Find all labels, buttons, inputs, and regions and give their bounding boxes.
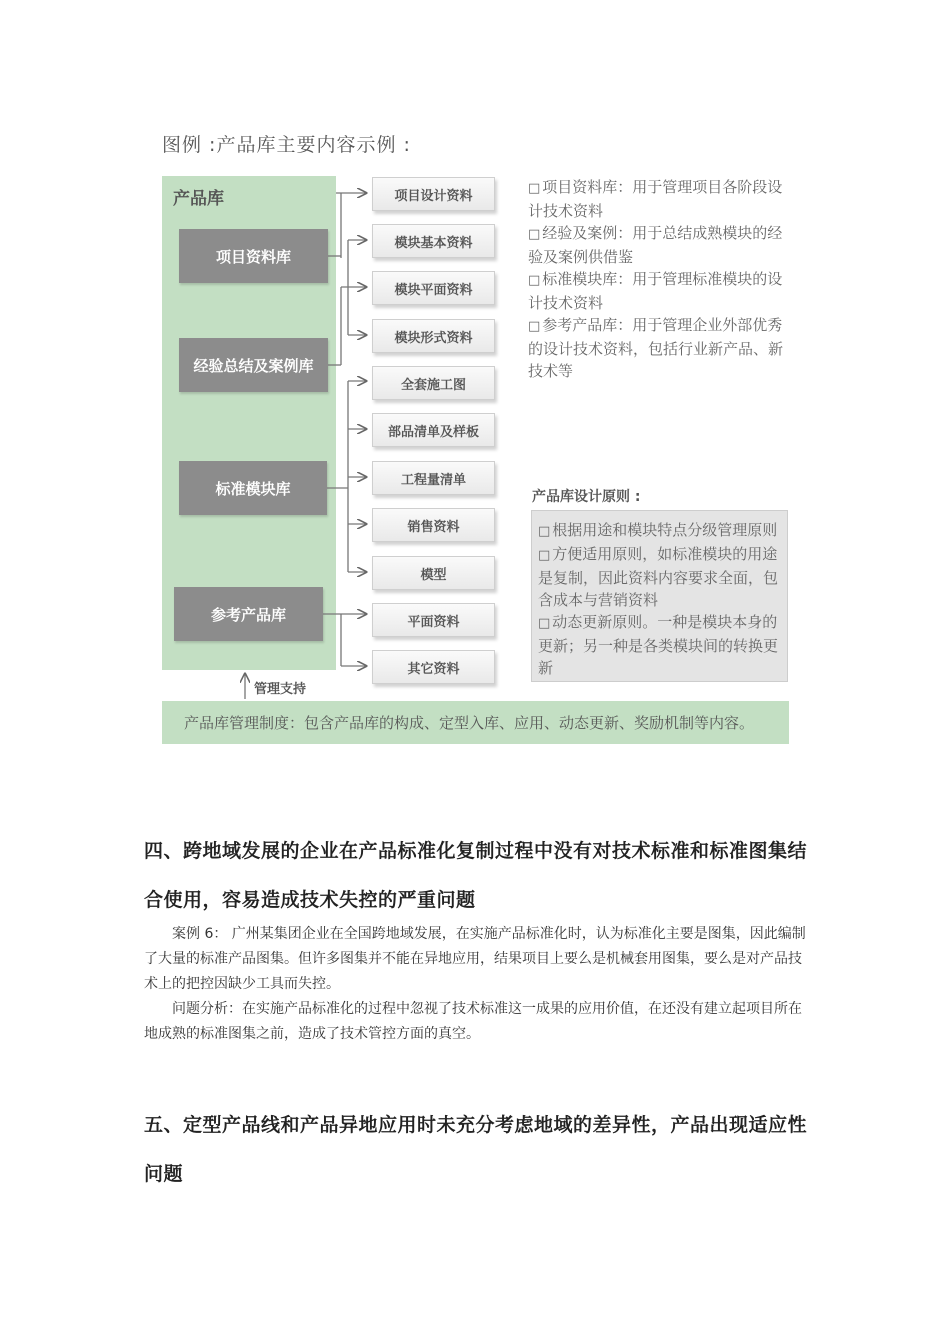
item-box: 其它资料 <box>372 650 495 684</box>
category-project-library: 项目资料库 <box>179 229 328 283</box>
item-box: 平面资料 <box>372 603 495 637</box>
case-paragraph: 案例 6： 广州某集团企业在全国跨地域发展，在实施产品标准化时，认为标准化主要是图集，因此编制了大量的标准产品图集。但许多图集并不能在异地应用，结果项目上要么是机械套用图集，要么是对产品技术上的把控因缺少工具而失控。 <box>144 926 806 992</box>
note-item: □ 标准模块库：用于管理标准模块的设计技术资料 <box>528 270 783 312</box>
section5-heading-line2: 问题 <box>144 1163 184 1185</box>
section5-heading-line1: 五、定型产品线和产品异地应用时未充分考虑地域的差异性，产品出现适应性 <box>144 1114 808 1136</box>
principles-box <box>531 510 788 682</box>
square-bullet-icon: □ <box>528 181 541 196</box>
item-box: 全套施工图 <box>372 366 495 400</box>
square-bullet-icon: □ <box>528 273 541 288</box>
category-standard-module-library: 标准模块库 <box>179 461 327 515</box>
figure-caption: 图例 :产品库主要内容示例 : <box>162 134 411 156</box>
item-box: 模型 <box>372 556 495 590</box>
item-box: 部品清单及样板 <box>372 413 495 447</box>
item-box: 工程量清单 <box>372 461 495 495</box>
support-label: 管理支持 <box>254 682 307 697</box>
item-box: 项目设计资料 <box>372 177 495 211</box>
square-bullet-icon: □ <box>538 616 551 631</box>
square-bullet-icon: □ <box>538 524 551 539</box>
section4-body <box>144 922 808 1047</box>
item-box: 模块平面资料 <box>372 271 495 305</box>
principle-item: □ 根据用途和模块特点分级管理原则 <box>538 521 778 539</box>
principles-title: 产品库设计原则 : <box>532 489 641 505</box>
note-item: □ 参考产品库：用于管理企业外部优秀的设计技术资料，包括行业新产品、新技术等 <box>528 316 784 380</box>
principle-item: □ 动态更新原则。一种是模块本身的更新；另一种是各类模块间的转换更新 <box>538 613 779 677</box>
library-title: 产品库 <box>173 189 224 209</box>
square-bullet-icon: □ <box>528 227 541 242</box>
section4-heading-line1: 四、跨地域发展的企业在产品标准化复制过程中没有对技术标准和标准图集结 <box>144 840 808 862</box>
note-item: □ 项目资料库：用于管理项目各阶段设计技术资料 <box>528 178 783 220</box>
category-experience-library: 经验总结及案例库 <box>179 338 328 392</box>
notes-list <box>528 176 790 382</box>
section4-heading-line2: 合使用，容易造成技术失控的严重问题 <box>144 889 476 911</box>
principle-item: □ 方便适用原则，如标准模块的用途是复制，因此资料内容要求全面，包含成本与营销资料 <box>538 545 779 609</box>
square-bullet-icon: □ <box>528 319 541 334</box>
item-box: 销售资料 <box>372 508 495 542</box>
item-box: 模块基本资料 <box>372 224 495 258</box>
category-reference-product-library: 参考产品库 <box>174 587 323 641</box>
note-item: □ 经验及案例：用于总结成熟模块的经验及案例供借鉴 <box>528 224 783 266</box>
analysis-paragraph: 问题分析：在实施产品标准化的过程中忽视了技术标准这一成果的应用价值，在还没有建立起项目所在地成熟的标准图集之前，造成了技术管控方面的真空。 <box>144 1001 802 1042</box>
item-box: 模块形式资料 <box>372 319 495 353</box>
square-bullet-icon: □ <box>538 548 551 563</box>
management-bar: 产品库管理制度：包含产品库的构成、定型入库、应用、动态更新、奖励机制等内容。 <box>162 701 789 744</box>
